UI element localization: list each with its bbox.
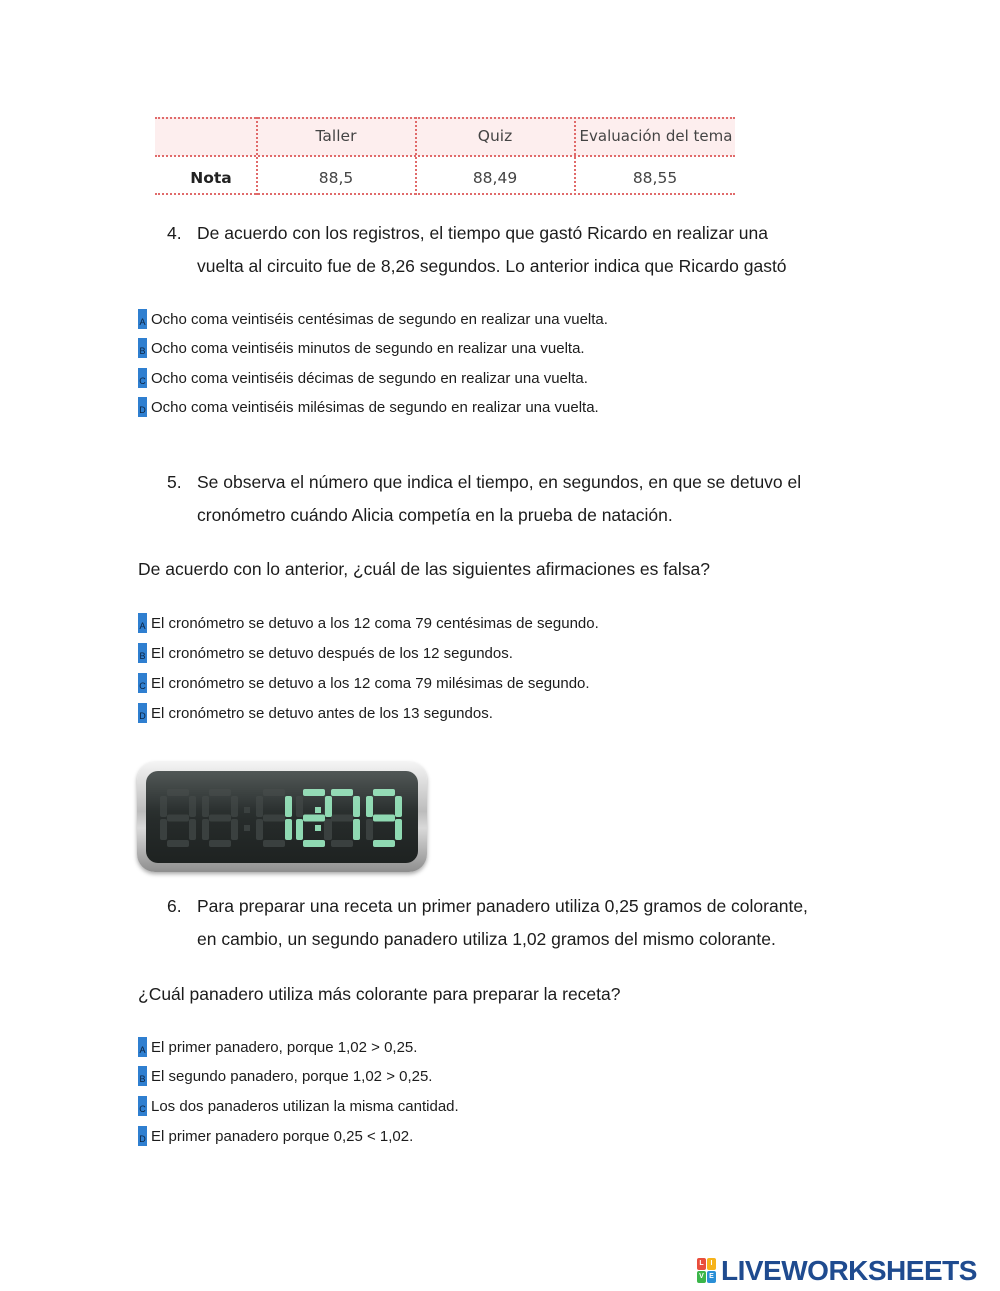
answer-badge-c[interactable]: C bbox=[138, 368, 147, 388]
lit-colon bbox=[315, 825, 321, 831]
digit-segment bbox=[209, 840, 231, 847]
table-row-label: Nota bbox=[190, 169, 232, 187]
stopwatch-display bbox=[146, 771, 418, 863]
question-4-line-2: vuelta al circuito fue de 8,26 segundos. Lo anterior indica que Ricardo gastó bbox=[197, 256, 787, 276]
digit-segment bbox=[373, 840, 395, 847]
logo-mark-tile: V bbox=[697, 1271, 706, 1283]
answer-badge-d[interactable]: D bbox=[138, 1126, 147, 1146]
q4-option-c[interactable] bbox=[138, 368, 588, 390]
option-text: El primer panadero porque 0,25 < 1,02. bbox=[151, 1128, 414, 1145]
option-text: Ocho coma veintiséis centésimas de segundo en realizar una vuelta. bbox=[151, 311, 608, 328]
grades-table bbox=[155, 117, 735, 195]
q6-option-a[interactable] bbox=[138, 1037, 417, 1059]
answer-badge-d[interactable]: D bbox=[138, 397, 147, 417]
liveworksheets-logo-icon bbox=[697, 1258, 717, 1284]
digit-segment bbox=[160, 819, 167, 840]
option-text: El cronómetro se detuvo antes de los 13 segundos. bbox=[151, 705, 493, 722]
question-6-line-2: en cambio, un segundo panadero utiliza 1,02 gramos del mismo colorante. bbox=[197, 929, 776, 949]
question-4-number: 4. bbox=[167, 223, 182, 243]
table-header-evaluacion: Evaluación del tema bbox=[579, 127, 733, 145]
digit-segment bbox=[303, 815, 325, 822]
digit-segment bbox=[366, 819, 373, 840]
digit-segment bbox=[202, 819, 209, 840]
q6-option-b[interactable] bbox=[138, 1066, 432, 1088]
digit-segment bbox=[209, 815, 231, 822]
digit-segment bbox=[285, 819, 292, 840]
digit-segment bbox=[231, 819, 238, 840]
question-5-text bbox=[197, 466, 867, 532]
option-text: El primer panadero, porque 1,02 > 0,25. bbox=[151, 1039, 418, 1056]
answer-badge-b[interactable]: B bbox=[138, 338, 147, 358]
table-header-quiz: Quiz bbox=[477, 127, 513, 145]
q4-option-a[interactable] bbox=[138, 309, 608, 331]
question-6-prompt: ¿Cuál panadero utiliza más colorante para preparar la receta? bbox=[138, 984, 621, 1004]
question-5-line-2: cronómetro cuándo Alicia competía en la prueba de natación. bbox=[197, 505, 673, 525]
question-4-text bbox=[197, 217, 867, 283]
question-5-number: 5. bbox=[167, 472, 182, 492]
digit-segment bbox=[263, 815, 285, 822]
question-4-line-1: De acuerdo con los registros, el tiempo que gastó Ricardo en realizar una bbox=[197, 223, 769, 243]
table-cell-quiz: 88,49 bbox=[472, 169, 518, 187]
q5-option-c[interactable] bbox=[138, 673, 590, 695]
q6-option-d[interactable] bbox=[138, 1126, 413, 1148]
question-6-text bbox=[197, 890, 897, 956]
table-cell-evaluacion: 88,55 bbox=[632, 169, 678, 187]
option-text: El cronómetro se detuvo a los 12 coma 79 centésimas de segundo. bbox=[151, 615, 599, 632]
option-text: Ocho coma veintiséis décimas de segundo en realizar una vuelta. bbox=[151, 370, 588, 387]
logo-mark-tile: I bbox=[707, 1258, 716, 1270]
answer-badge-c[interactable]: C bbox=[138, 673, 147, 693]
answer-badge-a[interactable]: A bbox=[138, 613, 147, 633]
digit-segment bbox=[324, 819, 331, 840]
digit-segment bbox=[331, 840, 353, 847]
option-text: El cronómetro se detuvo a los 12 coma 79 milésimas de segundo. bbox=[151, 675, 590, 692]
digit-segment bbox=[373, 815, 395, 822]
digit-segment bbox=[189, 819, 196, 840]
answer-badge-b[interactable]: B bbox=[138, 1066, 147, 1086]
q5-option-a[interactable] bbox=[138, 613, 599, 635]
table-cell-taller: 88,5 bbox=[318, 169, 354, 187]
digit-segment bbox=[331, 815, 353, 822]
answer-badge-c[interactable]: C bbox=[138, 1096, 147, 1116]
option-text: Ocho coma veintiséis milésimas de segundo en realizar una vuelta. bbox=[151, 399, 599, 416]
answer-badge-a[interactable]: A bbox=[138, 309, 147, 329]
q5-option-d[interactable] bbox=[138, 703, 493, 725]
logo-mark-tile: E bbox=[707, 1271, 716, 1283]
question-5-line-1: Se observa el número que indica el tiempo, en segundos, en que se detuvo el bbox=[197, 472, 802, 492]
table-header-taller: Taller bbox=[315, 127, 357, 145]
answer-badge-a[interactable]: A bbox=[138, 1037, 147, 1057]
digit-segment bbox=[303, 840, 325, 847]
question-6-line-1: Para preparar una receta un primer panadero utiliza 0,25 gramos de colorante, bbox=[197, 896, 808, 916]
q4-option-d[interactable] bbox=[138, 397, 599, 419]
liveworksheets-logo[interactable] bbox=[697, 1255, 997, 1287]
q6-option-c[interactable] bbox=[138, 1096, 459, 1118]
option-text: El segundo panadero, porque 1,02 > 0,25. bbox=[151, 1068, 433, 1085]
digital-stopwatch bbox=[137, 762, 427, 872]
question-5-prompt: De acuerdo con lo anterior, ¿cuál de las siguientes afirmaciones es falsa? bbox=[138, 559, 710, 579]
digit-segment bbox=[256, 819, 263, 840]
option-text: El cronómetro se detuvo después de los 12 segundos. bbox=[151, 645, 513, 662]
logo-mark-tile: L bbox=[697, 1258, 706, 1270]
digit-segment bbox=[263, 840, 285, 847]
digit-segment bbox=[353, 819, 360, 840]
digit-segment bbox=[167, 815, 189, 822]
digit-segment bbox=[296, 819, 303, 840]
answer-badge-b[interactable]: B bbox=[138, 643, 147, 663]
option-text: Ocho coma veintiséis minutos de segundo en realizar una vuelta. bbox=[151, 340, 585, 357]
option-text: Los dos panaderos utilizan la misma cantidad. bbox=[151, 1098, 459, 1115]
q5-option-b[interactable] bbox=[138, 643, 513, 665]
q4-option-b[interactable] bbox=[138, 338, 585, 360]
digit-segment bbox=[395, 819, 402, 840]
unlit-colon bbox=[244, 825, 250, 831]
answer-badge-d[interactable]: D bbox=[138, 703, 147, 723]
digit-segment bbox=[167, 840, 189, 847]
question-6-number: 6. bbox=[167, 896, 182, 916]
liveworksheets-logo-text: LIVEWORKSHEETS bbox=[721, 1255, 977, 1286]
